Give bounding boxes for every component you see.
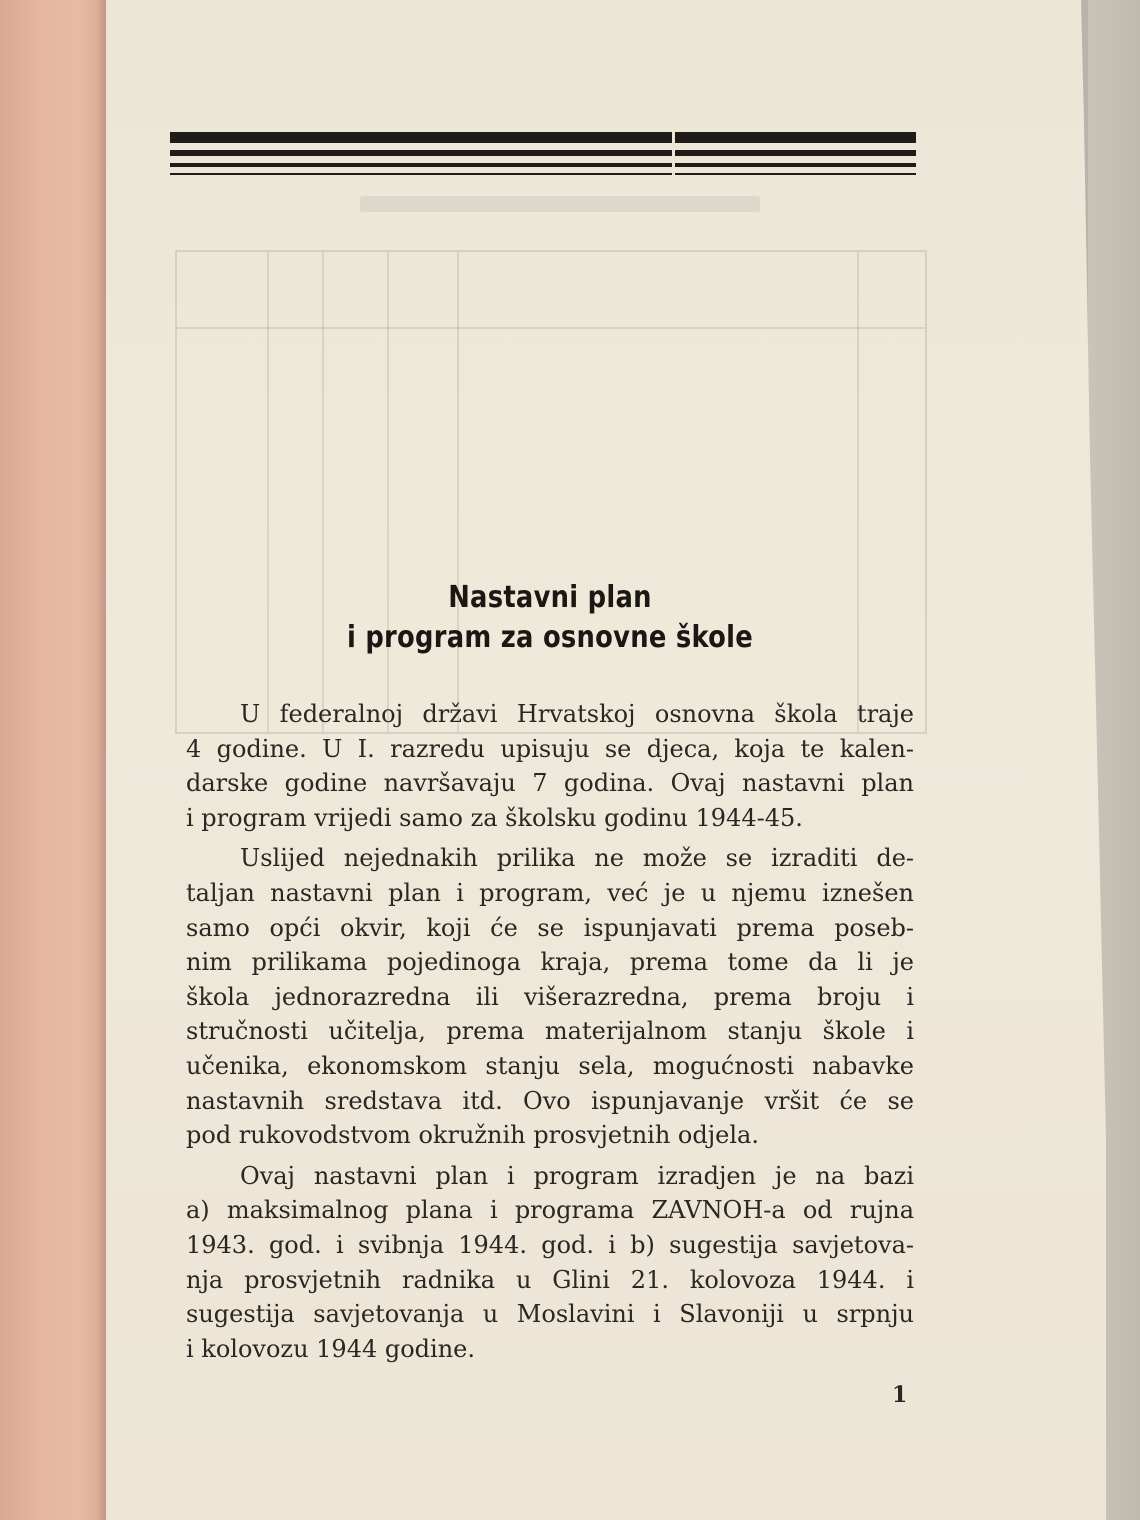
text-line: U federalnoj državi Hrvatskoj osnovna škola traje: [240, 700, 914, 728]
header-rule: [170, 163, 916, 167]
paragraph-3: [186, 1159, 914, 1367]
text-line: učenika, ekonomskom stanju sela, mogućnosti nabavke: [186, 1051, 914, 1080]
text-line: nim prilikama pojedinoga kraja, prema tome da li je: [186, 948, 914, 977]
text-line: i program vrijedi samo za školsku godinu 1944-45.: [186, 803, 803, 832]
text-line: Uslijed nejednakih prilika ne može se izraditi de-: [240, 844, 914, 873]
text-line: stručnosti učitelja, prema materijalnom stanju škole i: [186, 1017, 914, 1046]
paragraph-2: [186, 841, 914, 1152]
text-line: škola jednorazredna ili višerazredna, prema broju i: [186, 982, 914, 1011]
header-rule-gap: [672, 130, 675, 180]
body-text: [186, 697, 914, 1366]
text-line: 1943. god. i svibnja 1944. god. i b) sugestija savjetova-: [186, 1230, 914, 1259]
booklet-cover-edge: [0, 0, 110, 1520]
paragraph-1: [186, 697, 914, 835]
text-line: Ovaj nastavni plan i program izradjen je na bazi: [240, 1161, 914, 1190]
text-line: i kolovozu 1944 godine.: [186, 1334, 476, 1363]
page-title: [232, 578, 868, 658]
text-line: taljan nastavni plan i program, već je u njemu iznešen: [186, 878, 914, 907]
title-line-1: Nastavni plan: [448, 580, 652, 615]
header-rule: [170, 173, 916, 175]
text-line: sugestija savjetovanja u Moslavini i Slavoniji u srpnju: [186, 1300, 914, 1329]
text-line: nja prosvjetnih radnika u Glini 21. kolovoza 1944. i: [186, 1265, 914, 1294]
title-line-2: i program za osnovne škole: [346, 620, 754, 655]
header-rule: [170, 150, 916, 156]
text-line: a) maksimalnog plana i programa ZAVNOH-a od rujna: [186, 1196, 914, 1225]
header-rule: [170, 132, 916, 143]
text-line: nastavnih sredstava itd. Ovo ispunjavanje vršit će se: [186, 1086, 914, 1115]
text-line: samo opći okvir, koji će se ispunjavati prema poseb-: [186, 913, 914, 942]
text-line: darske godine navršavaju 7 godina. Ovaj nastavni plan: [186, 769, 914, 798]
bleed-through-heading: [360, 196, 760, 212]
text-line: pod rukovodstvom okružnih prosvjetnih odjela.: [186, 1121, 759, 1150]
text-line: 4 godine. U I. razredu upisuju se djeca, koja te kalen-: [186, 734, 914, 763]
page-number: 1: [892, 1382, 908, 1408]
